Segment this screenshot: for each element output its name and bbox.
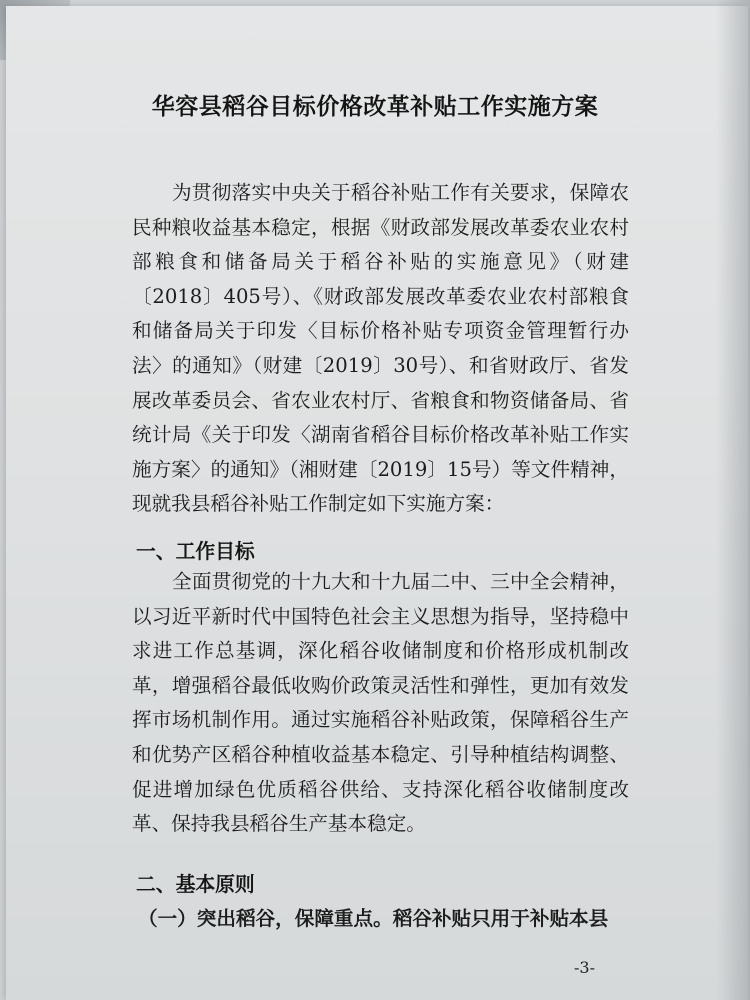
document-title: 华容县稻谷目标价格改革补贴工作实施方案 — [151, 93, 599, 120]
page-number: -3- — [574, 958, 595, 977]
section-heading-goals: 一、工作目标 — [136, 540, 255, 563]
section-heading-principles: 二、基本原则 — [136, 873, 255, 896]
page-edge-shadow — [716, 0, 750, 1000]
principle-one-line: （一）突出稻谷，保障重点。稻谷补贴只用于补贴本县 — [138, 907, 609, 930]
intro-paragraph: 为贯彻落实中央关于稻谷补贴工作有关要求，保障农民种粮收益基本稳定，根据《财政部发展改革委农业农村部粮食和储备局关于稻谷补贴的实施意见》（财建〔2018〕405号）、《财政部发展改革委农业农村部粮食和储备局关于印发〈目标价格补贴专项资金管理暂行办法〉的通知》（财建〔2019〕30号）、和省财政厅、省发展改革委员会、省农业农村厅、省粮食和物资储备局、省统计局《关于印发〈湖南省稻谷目标价格改革补贴工作实施方案〉的通知》（湘财建〔2019〕15号）等文件精神，现就我县稻谷补贴工作制定如下实施方案： — [132, 181, 629, 516]
goals-paragraph: 全面贯彻党的十九大和十九届二中、三中全会精神，以习近平新时代中国特色社会主义思想为指导，坚持稳中求进工作总基调，深化稻谷收储制度和价格形成机制改革，增强稻谷最低收购价政策灵活性和弹性，更加有效发挥市场机制作用。通过实施稻谷补贴政策，保障稻谷生产和优势产区稻谷种植收益基本稳定、引导种植结构调整、促进增加绿色优质稻谷供给、支持深化稻谷收储制度改革、保持我县稻谷生产基本稳定。 — [132, 570, 629, 836]
